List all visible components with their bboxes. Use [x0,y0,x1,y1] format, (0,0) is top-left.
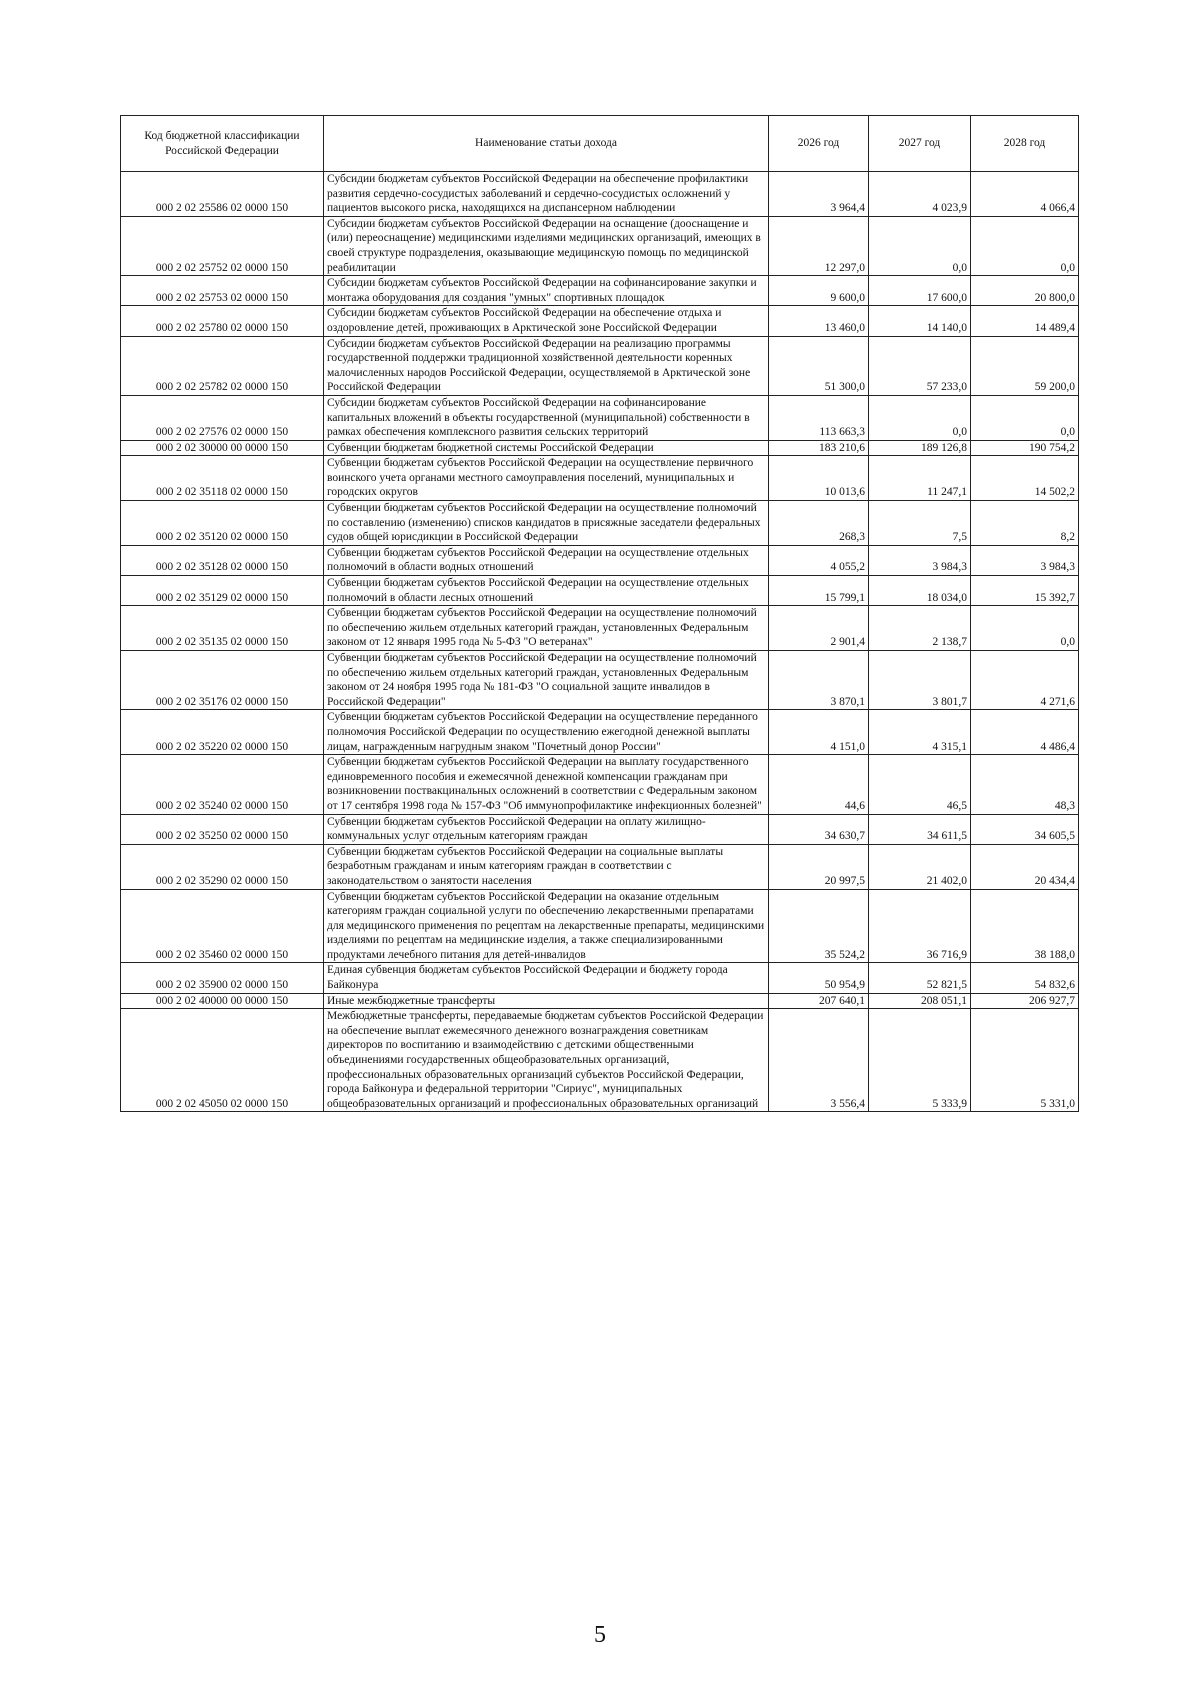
table-row [121,576,1079,606]
row-code: 000 2 02 25782 02 0000 150 [121,336,324,395]
row-value-2027: 57 233,0 [869,336,971,395]
row-value-2027: 0,0 [869,216,971,275]
row-code: 000 2 02 25780 02 0000 150 [121,306,324,336]
row-value-2026: 35 524,2 [769,889,869,963]
row-name: Субвенции бюджетам субъектов Российской Федерации на оказание отдельным категориям граждан социальной услуги по обеспечению лекарственными препаратами для медицинского применения по рецептам на лекарственные препараты, медицинскими изделиями по рецептам на медицинские изделия, а также специализированными продуктами лечебного питания для детей-инвалидов [324,889,769,963]
table-row [121,814,1079,844]
header-2028: 2028 год [971,116,1079,172]
row-value-2028: 0,0 [971,216,1079,275]
row-value-2027: 34 611,5 [869,814,971,844]
row-value-2026: 9 600,0 [769,276,869,306]
row-value-2028: 20 434,4 [971,844,1079,889]
row-name: Субвенции бюджетам субъектов Российской Федерации на осуществление полномочий по обеспечению жильем отдельных категорий граждан, установленных Федеральным законом от 12 января 1995 года № 5-ФЗ "О ветеранах" [324,606,769,651]
row-name: Единая субвенция бюджетам субъектов Российской Федерации и бюджету города Байконура [324,963,769,993]
row-value-2028: 34 605,5 [971,814,1079,844]
header-name: Наименование статьи дохода [324,116,769,172]
table-row [121,651,1079,710]
page-number: 5 [594,1622,606,1648]
row-value-2027: 3 801,7 [869,651,971,710]
table-row [121,889,1079,963]
row-value-2027: 4 023,9 [869,172,971,217]
row-value-2027: 208 051,1 [869,993,971,1009]
table-row [121,501,1079,546]
row-name: Субсидии бюджетам субъектов Российской Федерации на обеспечение профилактики развития сердечно-сосудистых заболеваний и сердечно-сосудистых осложнений у пациентов высокого риска, находящихся на диспансерном наблюдении [324,172,769,217]
row-name: Субвенции бюджетам субъектов Российской Федерации на осуществление отдельных полномочий в области водных отношений [324,545,769,575]
row-code: 000 2 02 30000 00 0000 150 [121,440,324,456]
row-name: Субвенции бюджетам субъектов Российской Федерации на осуществление полномочий по составлению (изменению) списков кандидатов в присяжные заседатели федеральных судов общей юрисдикции в Российской Федерации [324,501,769,546]
row-code: 000 2 02 35118 02 0000 150 [121,456,324,501]
row-value-2028: 190 754,2 [971,440,1079,456]
row-value-2026: 12 297,0 [769,216,869,275]
table-row [121,545,1079,575]
row-value-2027: 3 984,3 [869,545,971,575]
row-value-2026: 34 630,7 [769,814,869,844]
table-row [121,755,1079,814]
row-value-2026: 15 799,1 [769,576,869,606]
table-row [121,395,1079,440]
row-name: Субвенции бюджетам бюджетной системы Российской Федерации [324,440,769,456]
row-code: 000 2 02 35176 02 0000 150 [121,651,324,710]
row-code: 000 2 02 35128 02 0000 150 [121,545,324,575]
row-value-2028: 4 066,4 [971,172,1079,217]
header-2026: 2026 год [769,116,869,172]
row-code: 000 2 02 35290 02 0000 150 [121,844,324,889]
table-row [121,844,1079,889]
row-value-2027: 189 126,8 [869,440,971,456]
row-code: 000 2 02 40000 00 0000 150 [121,993,324,1009]
row-code: 000 2 02 25586 02 0000 150 [121,172,324,217]
row-value-2028: 0,0 [971,606,1079,651]
table-row [121,993,1079,1009]
row-code: 000 2 02 35250 02 0000 150 [121,814,324,844]
table-row [121,963,1079,993]
row-value-2028: 59 200,0 [971,336,1079,395]
row-value-2028: 20 800,0 [971,276,1079,306]
row-name: Субвенции бюджетам субъектов Российской Федерации на осуществление полномочий по обеспечению жильем отдельных категорий граждан, установленных Федеральным законом от 24 ноября 1995 года № 181-ФЗ "О социальной защите инвалидов в Российской Федерации" [324,651,769,710]
row-value-2026: 20 997,5 [769,844,869,889]
row-value-2027: 11 247,1 [869,456,971,501]
row-name: Субсидии бюджетам субъектов Российской Федерации на реализацию программы государственной поддержки традиционной хозяйственной деятельности коренных малочисленных народов Российской Федерации, осуществляемой в Арктической зоне Российской Федерации [324,336,769,395]
table-row [121,456,1079,501]
row-value-2026: 3 556,4 [769,1009,869,1112]
row-value-2028: 5 331,0 [971,1009,1079,1112]
row-code: 000 2 02 35135 02 0000 150 [121,606,324,651]
row-value-2028: 3 984,3 [971,545,1079,575]
table-row [121,276,1079,306]
row-value-2026: 3 870,1 [769,651,869,710]
row-value-2026: 113 663,3 [769,395,869,440]
row-value-2027: 21 402,0 [869,844,971,889]
row-value-2027: 46,5 [869,755,971,814]
row-code: 000 2 02 35220 02 0000 150 [121,710,324,755]
table-row [121,172,1079,217]
row-code: 000 2 02 35240 02 0000 150 [121,755,324,814]
row-value-2026: 13 460,0 [769,306,869,336]
row-value-2028: 8,2 [971,501,1079,546]
table-row [121,440,1079,456]
row-name: Субсидии бюджетам субъектов Российской Федерации на софинансирование закупки и монтажа оборудования для создания "умных" спортивных площадок [324,276,769,306]
table-row [121,1009,1079,1112]
row-value-2027: 5 333,9 [869,1009,971,1112]
row-value-2028: 15 392,7 [971,576,1079,606]
row-value-2027: 52 821,5 [869,963,971,993]
row-name: Субсидии бюджетам субъектов Российской Федерации на оснащение (дооснащение и (или) переоснащение) медицинскими изделиями медицинских организаций, имеющих в своей структуре подразделения, оказывающие медицинскую помощь по медицинской реабилитации [324,216,769,275]
row-value-2027: 14 140,0 [869,306,971,336]
row-value-2026: 51 300,0 [769,336,869,395]
row-value-2026: 50 954,9 [769,963,869,993]
row-value-2027: 4 315,1 [869,710,971,755]
row-code: 000 2 02 35900 02 0000 150 [121,963,324,993]
row-name: Субвенции бюджетам субъектов Российской Федерации на осуществление переданного полномочия Российской Федерации по осуществлению ежегодной денежной выплаты лицам, награжденным нагрудным знаком "Почетный донор России" [324,710,769,755]
table-row [121,216,1079,275]
table-row [121,336,1079,395]
table-row [121,306,1079,336]
row-value-2028: 48,3 [971,755,1079,814]
row-code: 000 2 02 35129 02 0000 150 [121,576,324,606]
row-value-2028: 14 502,2 [971,456,1079,501]
budget-table-page [120,115,1078,1112]
row-value-2027: 18 034,0 [869,576,971,606]
row-value-2026: 2 901,4 [769,606,869,651]
row-name: Субвенции бюджетам субъектов Российской Федерации на социальные выплаты безработным гражданам и иным категориям граждан в соответствии с законодательством о занятости населения [324,844,769,889]
row-name: Иные межбюджетные трансферты [324,993,769,1009]
row-value-2026: 268,3 [769,501,869,546]
row-value-2028: 0,0 [971,395,1079,440]
row-value-2026: 10 013,6 [769,456,869,501]
row-value-2026: 4 151,0 [769,710,869,755]
row-value-2028: 14 489,4 [971,306,1079,336]
row-value-2026: 207 640,1 [769,993,869,1009]
row-value-2028: 54 832,6 [971,963,1079,993]
row-value-2027: 17 600,0 [869,276,971,306]
table-header-row [121,116,1079,172]
row-name: Субвенции бюджетам субъектов Российской Федерации на выплату государственного единовременного пособия и ежемесячной денежной компенсации гражданам при возникновении поствакцинальных осложнений в соответствии с Федеральным законом от 17 сентября 1998 года № 157-ФЗ "Об иммунопрофилактике инфекционных болезней" [324,755,769,814]
header-code: Код бюджетной классификации Российской Федерации [121,116,324,172]
row-value-2027: 7,5 [869,501,971,546]
revenue-table [120,115,1079,1112]
table-row [121,606,1079,651]
row-value-2026: 4 055,2 [769,545,869,575]
row-value-2028: 4 271,6 [971,651,1079,710]
row-name: Субвенции бюджетам субъектов Российской Федерации на оплату жилищно-коммунальных услуг отдельным категориям граждан [324,814,769,844]
row-code: 000 2 02 25753 02 0000 150 [121,276,324,306]
row-value-2028: 206 927,7 [971,993,1079,1009]
row-value-2026: 44,6 [769,755,869,814]
row-value-2027: 0,0 [869,395,971,440]
row-value-2027: 36 716,9 [869,889,971,963]
row-name: Субвенции бюджетам субъектов Российской Федерации на осуществление отдельных полномочий в области лесных отношений [324,576,769,606]
row-code: 000 2 02 35120 02 0000 150 [121,501,324,546]
table-row [121,710,1079,755]
row-code: 000 2 02 27576 02 0000 150 [121,395,324,440]
row-value-2028: 38 188,0 [971,889,1079,963]
row-code: 000 2 02 35460 02 0000 150 [121,889,324,963]
row-name: Межбюджетные трансферты, передаваемые бюджетам субъектов Российской Федерации на обеспечение выплат ежемесячного денежного вознаграждения советникам директоров по воспитанию и взаимодействию с детскими общественными объединениями государственных общеобразовательных организаций, профессиональных образовательных организаций субъектов Российской Федерации, города Байконура и федеральной территории "Сириус", муниципальных общеобразовательных организаций и профессиональных образовательных организаций [324,1009,769,1112]
row-name: Субсидии бюджетам субъектов Российской Федерации на софинансирование капитальных вложений в объекты государственной (муниципальной) собственности в рамках обеспечения комплексного развития сельских территорий [324,395,769,440]
row-value-2028: 4 486,4 [971,710,1079,755]
row-code: 000 2 02 25752 02 0000 150 [121,216,324,275]
row-value-2026: 3 964,4 [769,172,869,217]
header-2027: 2027 год [869,116,971,172]
row-code: 000 2 02 45050 02 0000 150 [121,1009,324,1112]
row-value-2026: 183 210,6 [769,440,869,456]
row-name: Субсидии бюджетам субъектов Российской Федерации на обеспечение отдыха и оздоровление детей, проживающих в Арктической зоне Российской Федерации [324,306,769,336]
row-value-2027: 2 138,7 [869,606,971,651]
row-name: Субвенции бюджетам субъектов Российской Федерации на осуществление первичного воинского учета органами местного самоуправления поселений, муниципальных и городских округов [324,456,769,501]
